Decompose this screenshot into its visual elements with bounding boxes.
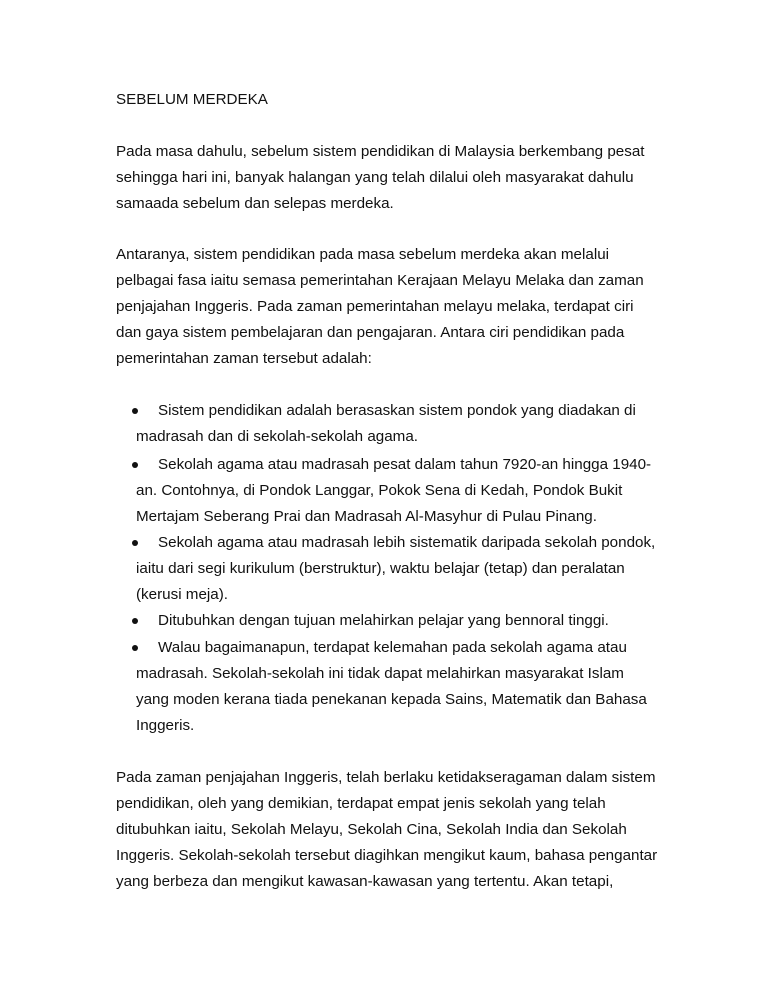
bullet-dot-icon <box>132 618 138 624</box>
paragraph-line: sehingga hari ini, banyak halangan yang telah dilalui oleh masyarakat dahulu <box>116 169 634 186</box>
list-item-line: Sistem pendidikan adalah berasaskan sistem pondok yang diadakan di <box>158 402 636 419</box>
list-item-line: madrasah dan di sekolah-sekolah agama. <box>136 428 418 445</box>
paragraph-line: Antaranya, sistem pendidikan pada masa sebelum merdeka akan melalui <box>116 246 610 263</box>
list-item-line: Inggeris. <box>136 717 195 734</box>
list-item-line: (kerusi meja). <box>136 586 228 603</box>
paragraph-line: samaada sebelum dan selepas merdeka. <box>116 195 394 212</box>
bullet-dot-icon <box>132 645 138 651</box>
page-title: SEBELUM MERDEKA <box>116 91 268 108</box>
paragraph-line: Pada zaman penjajahan Inggeris, telah berlaku ketidakseragaman dalam sistem <box>116 769 656 786</box>
paragraph-line: dan gaya sistem pembelajaran dan pengajaran. Antara ciri pendidikan pada <box>116 324 625 341</box>
list-item-line: Mertajam Seberang Prai dan Madrasah Al-Masyhur di Pulau Pinang. <box>136 508 597 525</box>
list-item-line: yang moden kerana tiada penekanan kepada Sains, Matematik dan Bahasa <box>136 691 647 708</box>
paragraph-line: pelbagai fasa iaitu semasa pemerintahan Kerajaan Melayu Melaka dan zaman <box>116 272 644 289</box>
paragraph-line: pemerintahan zaman tersebut adalah: <box>116 350 372 367</box>
paragraph-line: yang berbeza dan mengikut kawasan-kawasan yang tertentu. Akan tetapi, <box>116 873 614 890</box>
paragraph-line: penjajahan Inggeris. Pada zaman pemerintahan melayu melaka, terdapat ciri <box>116 298 634 315</box>
bullet-dot-icon <box>132 462 138 468</box>
list-item-line: Walau bagaimanapun, terdapat kelemahan pada sekolah agama atau <box>158 639 627 656</box>
bullet-dot-icon <box>132 540 138 546</box>
list-item-line: iaitu dari segi kurikulum (berstruktur), waktu belajar (tetap) dan peralatan <box>136 560 625 577</box>
paragraph-line: Pada masa dahulu, sebelum sistem pendidikan di Malaysia berkembang pesat <box>116 143 645 160</box>
list-item-line: Sekolah agama atau madrasah pesat dalam tahun 7920-an hingga 1940- <box>158 456 652 473</box>
list-item-line: Ditubuhkan dengan tujuan melahirkan pelajar yang bennoral tinggi. <box>158 612 609 629</box>
bullet-dot-icon <box>132 408 138 414</box>
paragraph-line: Inggeris. Sekolah-sekolah tersebut diagihkan mengikut kaum, bahasa pengantar <box>116 847 658 864</box>
list-item-line: an. Contohnya, di Pondok Langgar, Pokok Sena di Kedah, Pondok Bukit <box>136 482 623 499</box>
paragraph-line: pendidikan, oleh yang demikian, terdapat empat jenis sekolah yang telah <box>116 795 606 812</box>
paragraph-line: ditubuhkan iaitu, Sekolah Melayu, Sekolah Cina, Sekolah India dan Sekolah <box>116 821 627 838</box>
list-item-line: madrasah. Sekolah-sekolah ini tidak dapat melahirkan masyarakat Islam <box>136 665 624 682</box>
list-item-line: Sekolah agama atau madrasah lebih sistematik daripada sekolah pondok, <box>158 534 656 551</box>
